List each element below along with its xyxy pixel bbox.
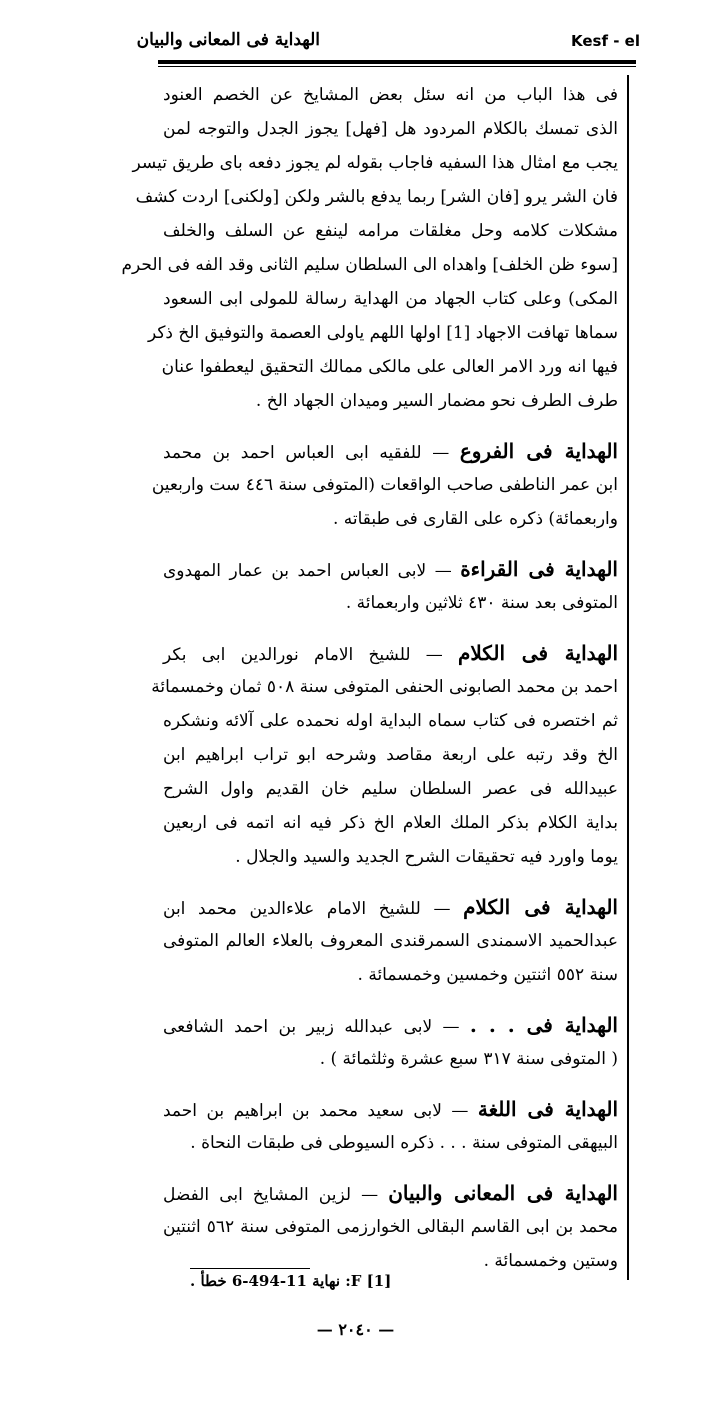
text-line: الخ وقد رتبه على اربعة مقاصد وشرحه ابو تراب ابراهيم ابن bbox=[163, 745, 618, 765]
text-line: فان الشر يرو [فان الشر] ربما يدفع بالشر ولكن [ولكنى] اردت كشف bbox=[135, 187, 618, 207]
entry-keyword: الهداية فى . . . bbox=[469, 1013, 618, 1037]
paragraph bbox=[121, 78, 618, 418]
entry-keyword: الهداية فى القراءة bbox=[460, 557, 618, 581]
text-line: الذى تمسك بالكلام المردود هل [فهل] يجوز الجدل والتوجه لمن bbox=[163, 119, 618, 139]
text-line: احمد بن محمد الصابونى الحنفى المتوفى سنة ٥٠٨ ثمان وخمسمائة bbox=[151, 677, 618, 697]
text-line: المتوفى بعد سنة ٤٣٠ ثلاثين واربعمائة . bbox=[345, 593, 618, 613]
text-line: عبيدالله فى عصر السلطان سليم خان القديم واول الشرح bbox=[163, 779, 618, 799]
page-number: — ٢٠٤٠ — bbox=[316, 1320, 395, 1339]
entry-keyword: الهداية فى المعانى والبيان bbox=[388, 1181, 618, 1205]
text-line: ( المتوفى سنة ٣١٧ سبع عشرة وثلثمائة ) . bbox=[319, 1049, 618, 1069]
entry-keyword: الهداية فى اللغة bbox=[477, 1097, 619, 1121]
main-text bbox=[121, 78, 619, 1278]
text-line: محمد بن ابى القاسم البقالى الخوارزمى المتوفى سنة ٥٦٢ اثنتين bbox=[163, 1217, 618, 1237]
text-line: واربعمائة) ذكره على القارى فى طبقاته . bbox=[332, 509, 618, 529]
entry bbox=[163, 1008, 618, 1076]
entry bbox=[163, 552, 618, 620]
entry-heading-line bbox=[163, 636, 618, 670]
text-line: وستين وخمسمائة . bbox=[483, 1251, 618, 1271]
text-line: يوما واورد فيه تحقيقات الشرح الجديد والسيد والجلال . bbox=[235, 847, 618, 867]
text-line: بداية الكلام بذكر الملك العلام الخ ذكر فيه انه اتمه فى اربعين bbox=[163, 813, 618, 833]
entry-attribution: — للشيخ الامام علاءالدين محمد ابن bbox=[163, 899, 464, 919]
entry-attribution: — لابى عبدالله زبير بن احمد الشافعى bbox=[163, 1017, 470, 1037]
text-line: ثم اختصره فى كتاب سماه البداية اوله نحمده على آلائه ونشكره bbox=[163, 711, 618, 731]
entry-keyword: الهداية فى الكلام bbox=[457, 641, 618, 665]
entry-heading-line bbox=[163, 552, 618, 586]
volume-tag: Kesf - el bbox=[571, 32, 640, 50]
text-line: [سوء ظن الخلف] واهداه الى السلطان سليم الثانى وقد الفه فى الحرم bbox=[121, 255, 618, 275]
text-line: ابن عمر الناطفى صاحب الواقعات (المتوفى سنة ٤٤٦ ست واربعين bbox=[151, 475, 618, 495]
entry-attribution: — لابى سعيد محمد بن ابراهيم بن احمد bbox=[163, 1101, 478, 1121]
text-line: سنة ٥٥٢ اثنتين وخمسين وخمسمائة . bbox=[357, 965, 618, 985]
entry-attribution: — للشيخ الامام نورالدين ابى بكر bbox=[163, 645, 458, 665]
entry-keyword: الهداية فى الفروع bbox=[459, 439, 618, 463]
text-line: يجب مع امثال هذا السفيه فاجاب بقوله لم يجوز دفعه باى طريق تيسر bbox=[132, 153, 618, 173]
text-line: فى هذا الباب من انه سئل بعض المشايخ عن الخصم العنود bbox=[163, 85, 618, 105]
header-rule-thin bbox=[158, 66, 636, 67]
entry bbox=[163, 1092, 618, 1160]
entry-heading-line bbox=[163, 1008, 618, 1042]
entry-heading-line bbox=[163, 890, 618, 924]
text-line: المكى) وعلى كتاب الجهاد من الهداية رسالة للمولى ابى السعود bbox=[163, 289, 618, 309]
entry bbox=[151, 434, 618, 536]
text-line: طرف الطرف نحو مضمار السير وميدان الجهاد الخ . bbox=[255, 391, 618, 411]
text-line: البيهقى المتوفى سنة . . . ذكره السيوطى فى طبقات النحاة . bbox=[190, 1133, 618, 1153]
entry-attribution: — لابى العباس احمد بن عمار المهدوى bbox=[163, 561, 461, 581]
footnote-rule bbox=[190, 1268, 310, 1269]
text-line: سماها تهافت الاجهاد [1] اولها اللهم ياولى العصمة والتوفيق الخ ذكر bbox=[147, 323, 618, 343]
running-title: الهداية فى المعانى والبيان bbox=[136, 30, 320, 50]
entry-attribution: — للفقيه ابى العباس احمد بن محمد bbox=[163, 443, 460, 463]
running-header bbox=[136, 30, 640, 60]
entry bbox=[151, 636, 618, 874]
text-line: عبدالحميد الاسمندى السمرقندى المعروف بالعلاء العالم المتوفى bbox=[163, 931, 618, 951]
text-line: فيها انه ورد الامر العالى على مالكى ممالك التحقيق ليعطفوا عنان bbox=[161, 357, 618, 377]
entry-heading-line bbox=[163, 1092, 618, 1126]
margin-line bbox=[627, 75, 629, 1280]
entry-attribution: — لزين المشايخ ابى الفضل bbox=[163, 1185, 389, 1205]
entry-heading-line bbox=[163, 1176, 618, 1210]
entry bbox=[163, 1176, 618, 1278]
entry-keyword: الهداية فى الكلام bbox=[463, 895, 618, 919]
entry bbox=[163, 890, 618, 992]
entry-heading-line bbox=[163, 434, 618, 468]
text-line: مشكلات كلامه وحل مغلقات مرامه لينفع عن السلف والخلف bbox=[163, 221, 618, 241]
header-rule-thick bbox=[158, 60, 636, 64]
footnote: [1] F: نهاية 11-494-6 خطأ . bbox=[190, 1272, 392, 1290]
